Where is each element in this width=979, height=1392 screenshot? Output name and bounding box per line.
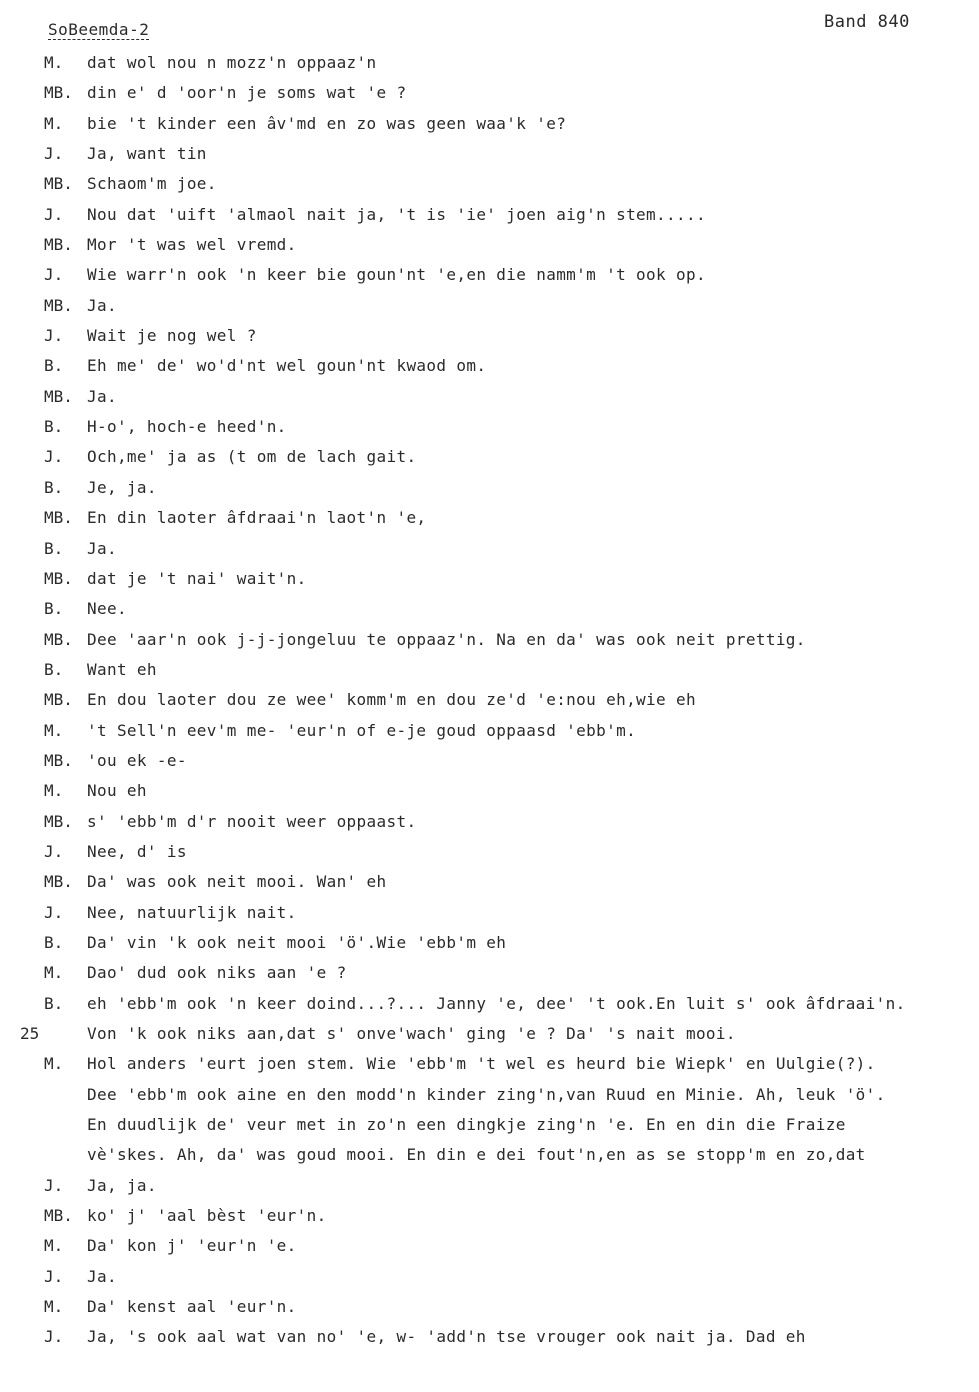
transcript-line <box>0 1019 979 1049</box>
speaker-label: J. <box>44 841 64 861</box>
transcript-line <box>0 837 979 867</box>
transcript-line <box>0 1110 979 1140</box>
speaker-label: B. <box>44 932 64 952</box>
transcript-line <box>0 260 979 290</box>
utterance-text: din e' d 'oor'n je soms wat 'e ? <box>87 83 407 103</box>
transcript-line <box>0 1262 979 1292</box>
utterance-text: Ja, want tin <box>87 144 207 164</box>
utterance-text: H-o', hoch-e heed'n. <box>87 417 287 437</box>
speaker-label: MB. <box>44 568 73 588</box>
tape-number: Band 840 <box>824 12 910 32</box>
speaker-label: MB. <box>44 750 73 770</box>
transcript-line <box>0 78 979 108</box>
transcript-line <box>0 473 979 503</box>
speaker-label: MB. <box>44 235 73 255</box>
transcript-line <box>0 625 979 655</box>
transcript-line <box>0 48 979 78</box>
speaker-label: B. <box>44 417 64 437</box>
transcript-line <box>0 867 979 897</box>
speaker-label: M. <box>44 113 64 133</box>
speaker-label: M. <box>44 1236 64 1256</box>
transcript-line <box>0 989 979 1019</box>
utterance-text: Da' kenst aal 'eur'n. <box>87 1297 297 1317</box>
transcript-line <box>0 1049 979 1079</box>
speaker-label: J. <box>44 1175 64 1195</box>
transcript-line <box>0 1292 979 1322</box>
transcript-line <box>0 928 979 958</box>
utterance-text: Ja. <box>87 386 117 406</box>
transcript-line <box>0 169 979 199</box>
transcript-line <box>0 442 979 472</box>
speaker-label: MB. <box>44 629 73 649</box>
speaker-label: J. <box>44 265 64 285</box>
utterance-text: Mor 't was wel vremd. <box>87 235 297 255</box>
utterance-text: Ja. <box>87 1266 117 1286</box>
utterance-text: Dao' dud ook niks aan 'e ? <box>87 963 347 983</box>
speaker-label: MB. <box>44 872 73 892</box>
utterance-text: Want eh <box>87 659 157 679</box>
utterance-text: Von 'k ook niks aan,dat s' onve'wach' ging 'e ? Da' 's nait mooi. <box>87 1024 736 1043</box>
speaker-label: B. <box>44 993 64 1013</box>
speaker-label: J. <box>44 144 64 164</box>
speaker-label: J. <box>44 1266 64 1286</box>
utterance-text: Nou eh <box>87 781 147 801</box>
utterance-text: Dee 'ebb'm ook aine en den modd'n kinder zing'n,van Ruud en Minie. Ah, leuk 'ö'. <box>87 1084 886 1104</box>
speaker-label: MB. <box>44 83 73 103</box>
transcript-line <box>0 321 979 351</box>
utterance-text: bie 't kinder een âv'md en zo was geen waa'k 'e? <box>87 113 567 133</box>
transcript-line <box>0 594 979 624</box>
utterance-text: Nee, natuurlijk nait. <box>87 902 297 922</box>
transcript-line <box>0 1201 979 1231</box>
transcript-line <box>0 655 979 685</box>
utterance-text: Nee. <box>87 599 127 619</box>
transcript-lines <box>0 48 979 1353</box>
transcript-line <box>0 958 979 988</box>
speaker-label: M. <box>44 781 64 801</box>
speaker-label: B. <box>44 477 64 497</box>
speaker-label: M. <box>44 963 64 983</box>
transcript-line <box>0 230 979 260</box>
document-code: SoBeemda-2 <box>48 20 150 39</box>
utterance-text: Dee 'aar'n ook j-j-jongeluu te oppaaz'n. Na en da' was ook neit prettig. <box>87 629 806 649</box>
speaker-label: M. <box>44 1297 64 1317</box>
transcript-line <box>0 776 979 806</box>
utterance-text: ko' j' 'aal bèst 'eur'n. <box>87 1206 327 1226</box>
utterance-text: Nee, d' is <box>87 841 187 861</box>
speaker-label: J. <box>44 204 64 224</box>
speaker-label: B. <box>44 356 64 376</box>
speaker-label: J. <box>44 902 64 922</box>
utterance-text: dat wol nou n mozz'n oppaaz'n <box>87 53 377 72</box>
transcript-line <box>0 1231 979 1261</box>
speaker-label: MB. <box>44 386 73 406</box>
speaker-label: J. <box>44 326 64 346</box>
speaker-label: M. <box>44 1054 64 1074</box>
transcript-line <box>0 412 979 442</box>
line-number: 25 <box>20 1024 40 1043</box>
speaker-label: M. <box>44 720 64 740</box>
speaker-label: J. <box>44 447 64 467</box>
utterance-text: Je, ja. <box>87 477 157 497</box>
utterance-text: Schaom'm joe. <box>87 174 217 194</box>
utterance-text: Da' vin 'k ook neit mooi 'ö'.Wie 'ebb'm eh <box>87 932 507 952</box>
transcript-line <box>0 291 979 321</box>
transcript-line <box>0 109 979 139</box>
speaker-label: MB. <box>44 690 73 710</box>
transcript-line <box>0 807 979 837</box>
speaker-label: MB. <box>44 1206 73 1226</box>
utterance-text: En duudlijk de' veur met in zo'n een dingkje zing'n 'e. En en din die Fraize <box>87 1115 846 1135</box>
transcript-line <box>0 139 979 169</box>
transcript-line <box>0 1140 979 1170</box>
utterance-text: Och,me' ja as (t om de lach gait. <box>87 447 417 467</box>
transcript-line <box>0 898 979 928</box>
speaker-label: B. <box>44 599 64 619</box>
utterance-text: Wait je nog wel ? <box>87 326 257 346</box>
utterance-text: vè'skes. Ah, da' was goud mooi. En din e dei fout'n,en as se stopp'm en zo,dat <box>87 1145 866 1165</box>
speaker-label: MB. <box>44 811 73 831</box>
speaker-label: MB. <box>44 508 73 528</box>
utterance-text: Ja. <box>87 295 117 315</box>
transcript-line <box>0 746 979 776</box>
speaker-label: M. <box>44 53 64 72</box>
transcript-line <box>0 1171 979 1201</box>
transcript-line <box>0 1322 979 1352</box>
utterance-text: 't Sell'n eev'm me- 'eur'n of e-je goud oppaasd 'ebb'm. <box>87 720 637 740</box>
utterance-text: dat je 't nai' wait'n. <box>87 568 307 588</box>
speaker-label: B. <box>44 538 64 558</box>
transcript-line <box>0 1080 979 1110</box>
utterance-text: Da' kon j' 'eur'n 'e. <box>87 1236 297 1256</box>
speaker-label: MB. <box>44 295 73 315</box>
utterance-text: Hol anders 'eurt joen stem. Wie 'ebb'm 't wel es heurd bie Wiepk' en Uulgie(?). <box>87 1054 876 1074</box>
transcript-line <box>0 564 979 594</box>
speaker-label: MB. <box>44 174 73 194</box>
utterance-text: Wie warr'n ook 'n keer bie goun'nt 'e,en die namm'm 't ook op. <box>87 265 706 285</box>
utterance-text: eh 'ebb'm ook 'n keer doind...?... Janny 'e, dee' 't ook.En luit s' ook âfdraai'n. <box>87 993 906 1013</box>
transcript-line <box>0 503 979 533</box>
speaker-label: J. <box>44 1327 64 1347</box>
transcript-line <box>0 382 979 412</box>
utterance-text: 'ou ek -e- <box>87 750 187 770</box>
utterance-text: Eh me' de' wo'd'nt wel goun'nt kwaod om. <box>87 356 487 376</box>
utterance-text: Ja, ja. <box>87 1175 157 1195</box>
transcript-line <box>0 534 979 564</box>
transcript-line <box>0 200 979 230</box>
transcript-line <box>0 351 979 381</box>
utterance-text: En dou laoter dou ze wee' komm'm en dou ze'd 'e:nou eh,wie eh <box>87 690 696 710</box>
utterance-text: En din laoter âfdraai'n laot'n 'e, <box>87 508 427 528</box>
transcript-line <box>0 716 979 746</box>
utterance-text: Ja, 's ook aal wat van no' 'e, w- 'add'n tse vrouger ook nait ja. Dad eh <box>87 1327 806 1347</box>
utterance-text: Ja. <box>87 538 117 558</box>
utterance-text: Da' was ook neit mooi. Wan' eh <box>87 872 387 892</box>
utterance-text: s' 'ebb'm d'r nooit weer oppaast. <box>87 811 417 831</box>
utterance-text: Nou dat 'uift 'almaol nait ja, 't is 'ie' joen aig'n stem..... <box>87 204 706 224</box>
transcript-line <box>0 685 979 715</box>
speaker-label: B. <box>44 659 64 679</box>
